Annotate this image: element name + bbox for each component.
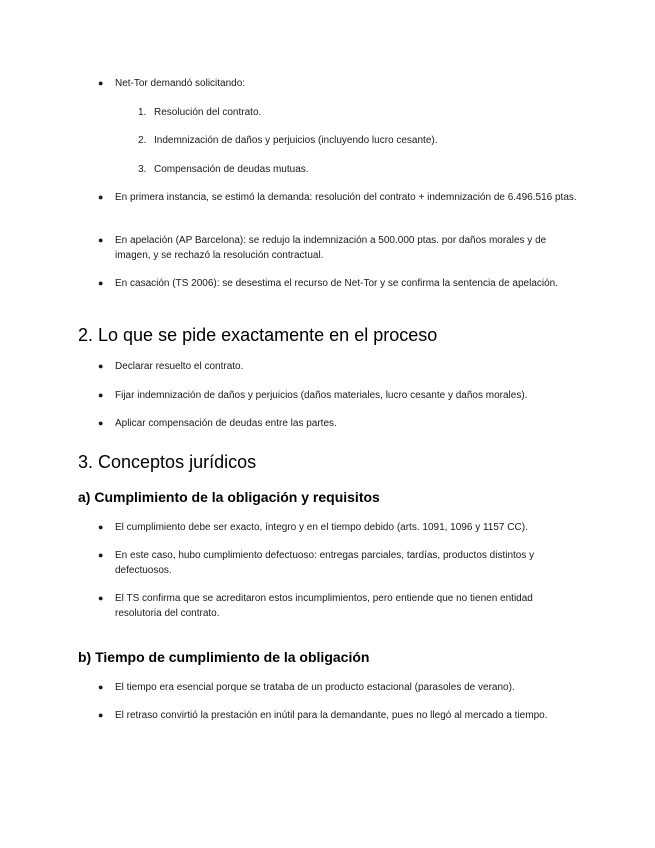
list-item xyxy=(98,76,578,91)
section-heading: 3. Conceptos jurídicos xyxy=(78,452,257,472)
bullet-icon: ● xyxy=(98,78,104,88)
numbered-item-text: Compensación de deudas mutuas. xyxy=(154,164,309,175)
section-heading: 2. Lo que se pide exactamente en el proceso xyxy=(78,325,438,345)
list-item-text: El tiempo era esencial porque se trataba de un producto estacional (parasoles de verano). xyxy=(115,682,515,693)
bullet-icon: ● xyxy=(98,593,104,603)
list-item-text: En primera instancia, se estimó la demanda: resolución del contrato + indemnización de 6.496.516 ptas. xyxy=(115,192,577,203)
list-item xyxy=(98,233,578,263)
bullet-icon: ● xyxy=(98,192,104,202)
bullet-icon: ● xyxy=(98,278,104,288)
numbered-item xyxy=(138,105,558,120)
bullet-icon: ● xyxy=(98,522,104,532)
list-item-text: En apelación (AP Barcelona): se redujo la indemnización a 500.000 ptas. por daños morales y de imagen, y se rechazó la resolución contractual. xyxy=(115,235,547,261)
list-item xyxy=(98,548,578,578)
list-item xyxy=(98,520,578,535)
list-item xyxy=(98,276,578,291)
bullet-icon: ● xyxy=(98,710,104,720)
item-number: 3. xyxy=(138,164,147,175)
list-item-text: En este caso, hubo cumplimiento defectuoso: entregas parciales, tardías, productos distintos y defectuosos. xyxy=(115,550,535,576)
list-item xyxy=(98,416,578,431)
list-item-text: Fijar indemnización de daños y perjuicios (daños materiales, lucro cesante y daños morales). xyxy=(115,390,528,401)
list-item-text: Declarar resuelto el contrato. xyxy=(115,361,244,372)
list-item-text: Aplicar compensación de deudas entre las partes. xyxy=(115,418,337,429)
list-item xyxy=(98,708,578,723)
list-item-text: El retraso convirtió la prestación en inútil para la demandante, pues no llegó al mercado a tiempo. xyxy=(115,710,548,721)
list-item-text: Net-Tor demandó solicitando: xyxy=(115,78,246,89)
numbered-item xyxy=(138,133,558,148)
item-number: 2. xyxy=(138,135,147,146)
bullet-icon: ● xyxy=(98,418,104,428)
bullet-icon: ● xyxy=(98,550,104,560)
bullet-icon: ● xyxy=(98,390,104,400)
list-item xyxy=(98,359,578,374)
list-item xyxy=(98,190,578,205)
numbered-item xyxy=(138,162,558,177)
bullet-icon: ● xyxy=(98,235,104,245)
list-item-text: El TS confirma que se acreditaron estos incumplimientos, pero entiende que no tienen entidad resolutoria del contrato. xyxy=(115,593,533,619)
list-item xyxy=(98,680,578,695)
item-number: 1. xyxy=(138,107,147,118)
bullet-icon: ● xyxy=(98,682,104,692)
list-item xyxy=(98,591,578,621)
bullet-icon: ● xyxy=(98,361,104,371)
list-item-text: El cumplimiento debe ser exacto, íntegro y en el tiempo debido (arts. 1091, 1096 y 1157 CC). xyxy=(115,522,528,533)
subsection-heading: b) Tiempo de cumplimiento de la obligación xyxy=(78,649,370,665)
list-item xyxy=(98,388,578,403)
subsection-heading: a) Cumplimiento de la obligación y requisitos xyxy=(78,489,380,505)
numbered-item-text: Indemnización de daños y perjuicios (incluyendo lucro cesante). xyxy=(154,135,438,146)
list-item-text: En casación (TS 2006): se desestima el recurso de Net-Tor y se confirma la sentencia de apelación. xyxy=(115,278,558,289)
numbered-item-text: Resolución del contrato. xyxy=(154,107,262,118)
